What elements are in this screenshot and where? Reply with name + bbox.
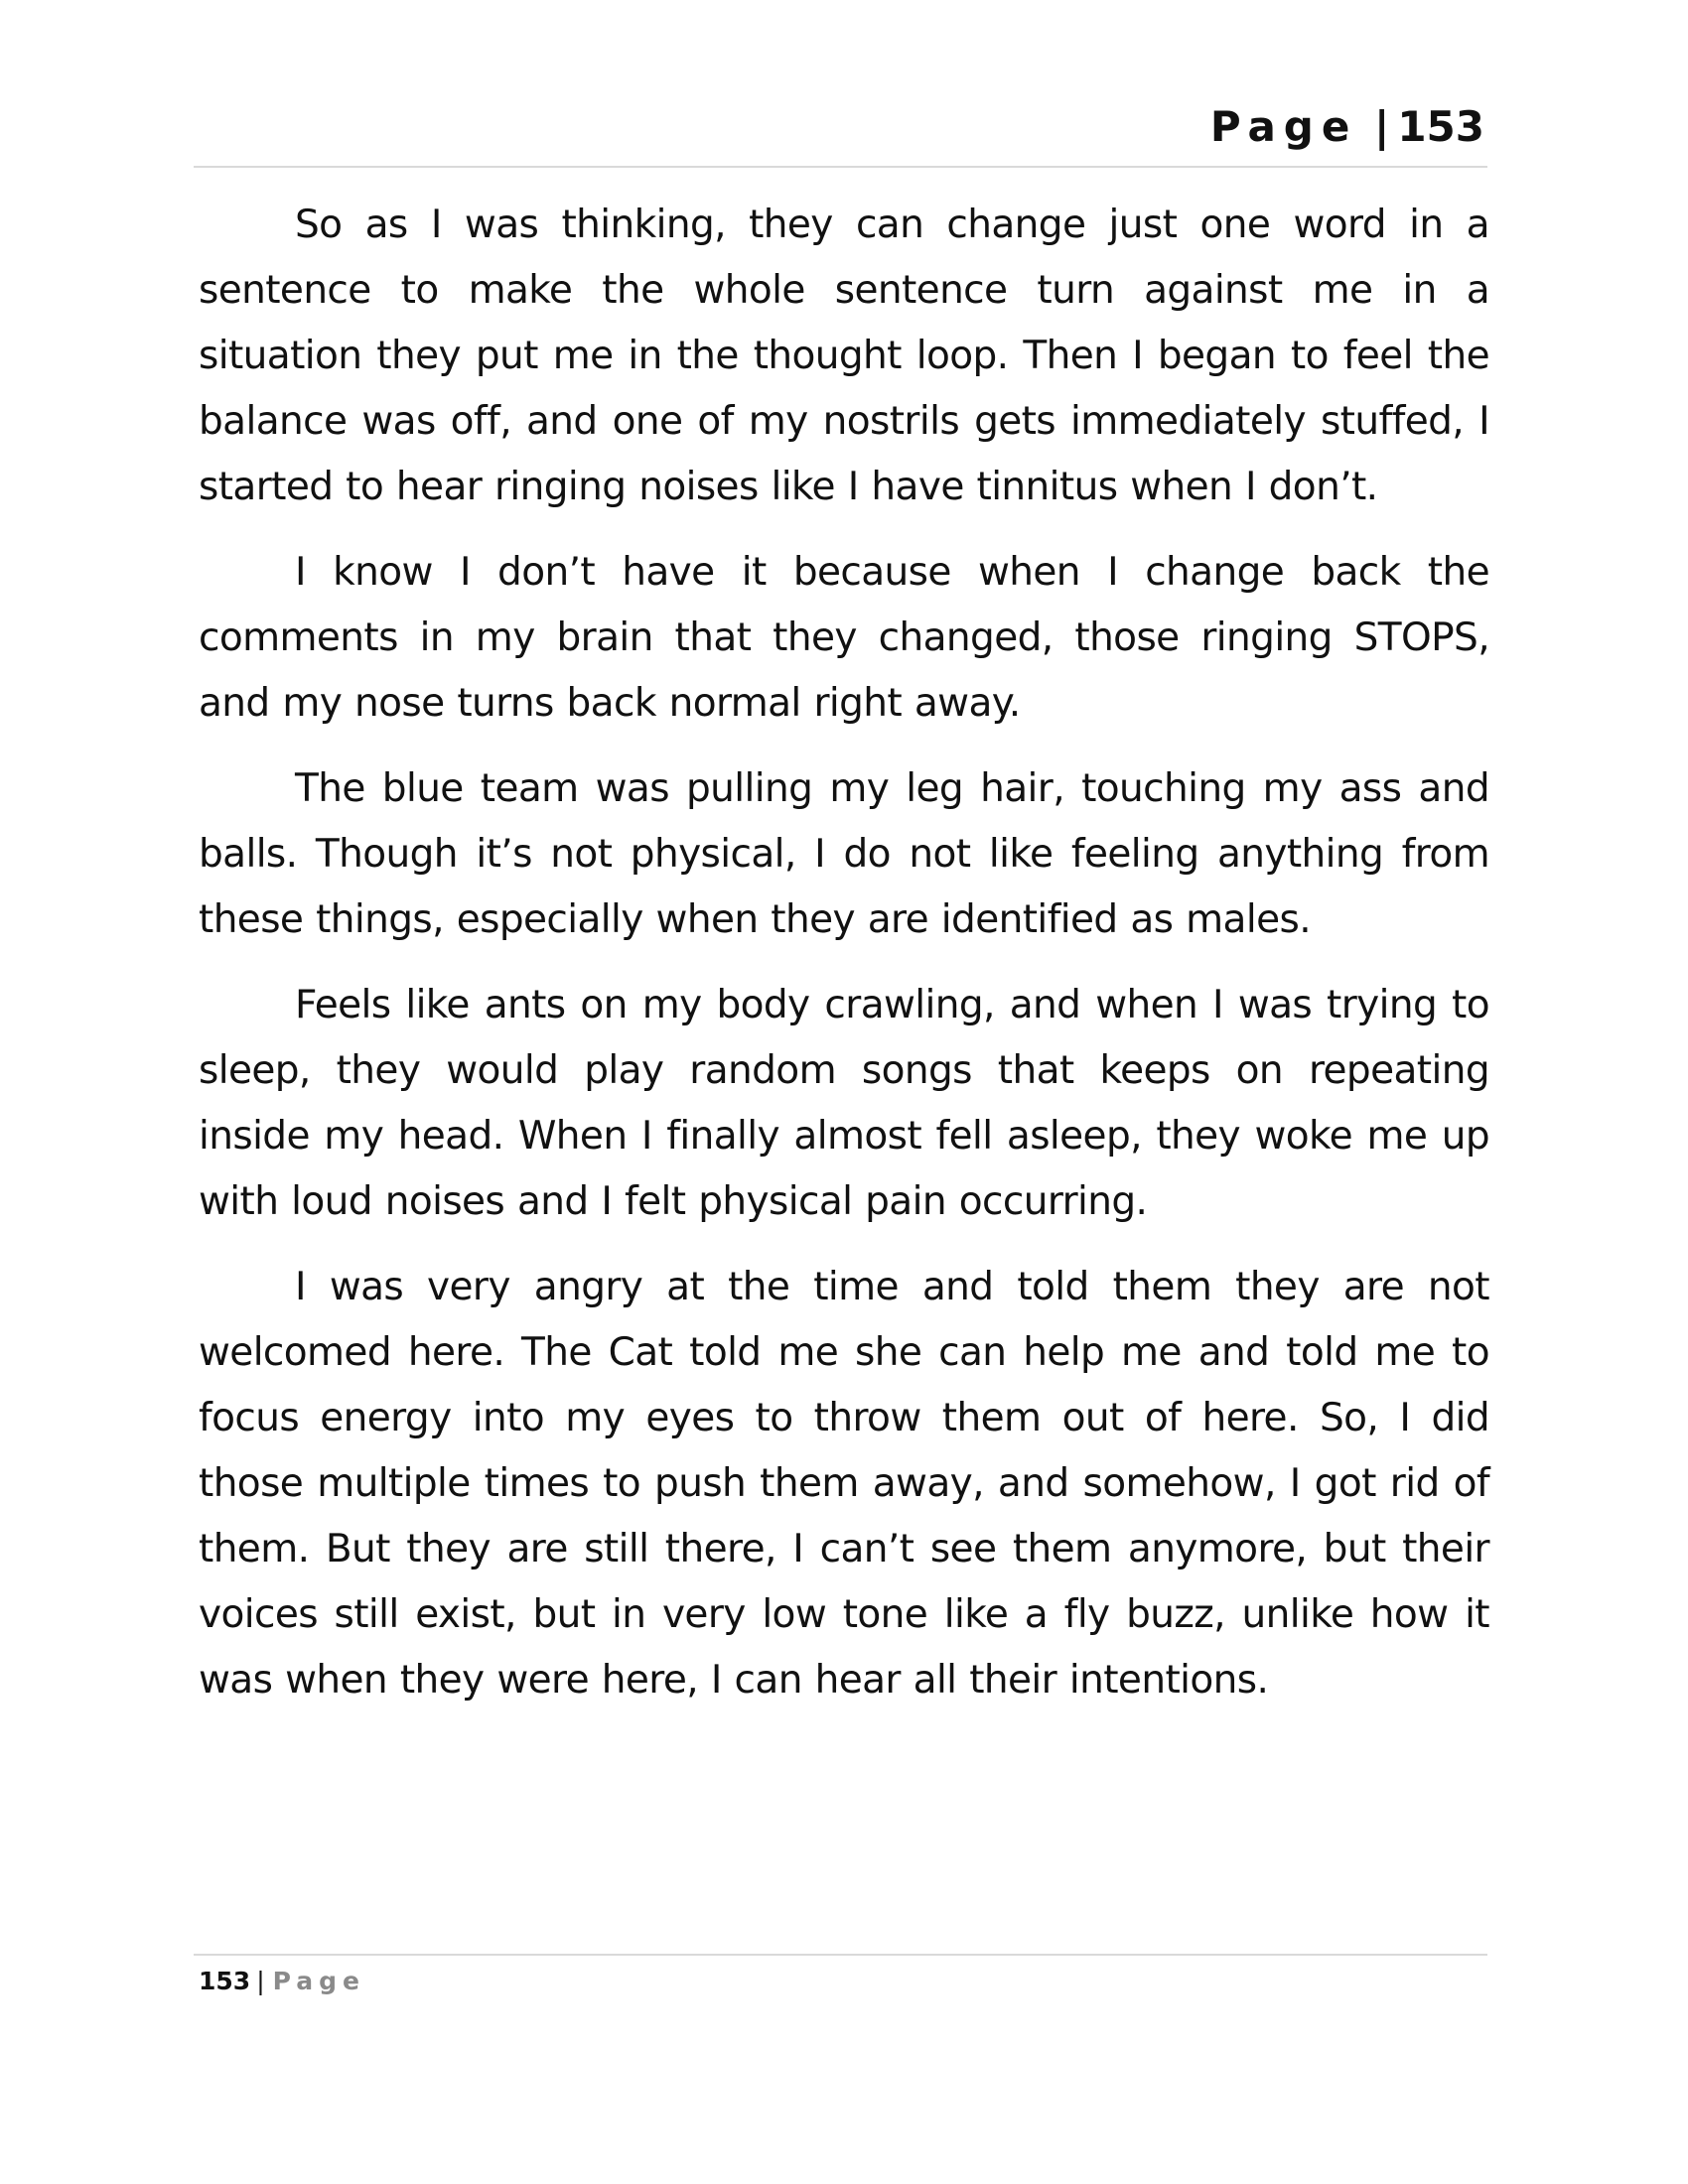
- paragraph: I know I don’t have it because when I change back the comments in my brain that they changed, those ringing STOPS, and my nose turns back normal right away.: [199, 550, 1489, 726]
- header-page-label: Page: [1209, 102, 1358, 151]
- paragraph: The blue team was pulling my leg hair, touching my ass and balls. Though it’s not physical, I do not like feeling anything from these things, especially when they are identified as males.: [199, 766, 1489, 942]
- footer-divider: [194, 1954, 1487, 1956]
- page-header: [194, 99, 1484, 155]
- paragraph: I was very angry at the time and told them they are not welcomed here. The Cat told me she can help me and told me to focus energy into my eyes to throw them out of here. So, I did those multiple times to push them away, and somehow, I got rid of them. But they are still there, I can’t see them anymore, but their voices still exist, but in very low tone like a fly buzz, unlike how it was when they were here, I can hear all their intentions.: [199, 1265, 1489, 1703]
- paragraph: So as I was thinking, they can change just one word in a sentence to make the whole sentence turn against me in a situation they put me in the thought loop. Then I began to feel the balance was off, and one of my nostrils gets immediately stuffed, I started to hear ringing noises like I have tinnitus when I don’t.: [199, 203, 1489, 509]
- header-divider: [194, 166, 1487, 168]
- footer-page-label: Page: [272, 1967, 365, 1995]
- footer-separator: |: [256, 1967, 265, 1995]
- paragraph: Feels like ants on my body crawling, and when I was trying to sleep, they would play random songs that keeps on repeating inside my head. When I finally almost fell asleep, they woke me up with loud noises and I felt physical pain occurring.: [199, 983, 1489, 1224]
- footer-page-number: 153: [199, 1967, 251, 1995]
- header-separator: |: [1373, 102, 1390, 151]
- header-page-number: 153: [1397, 102, 1484, 151]
- page-footer: [199, 1964, 365, 1999]
- body-text: [199, 193, 1489, 1733]
